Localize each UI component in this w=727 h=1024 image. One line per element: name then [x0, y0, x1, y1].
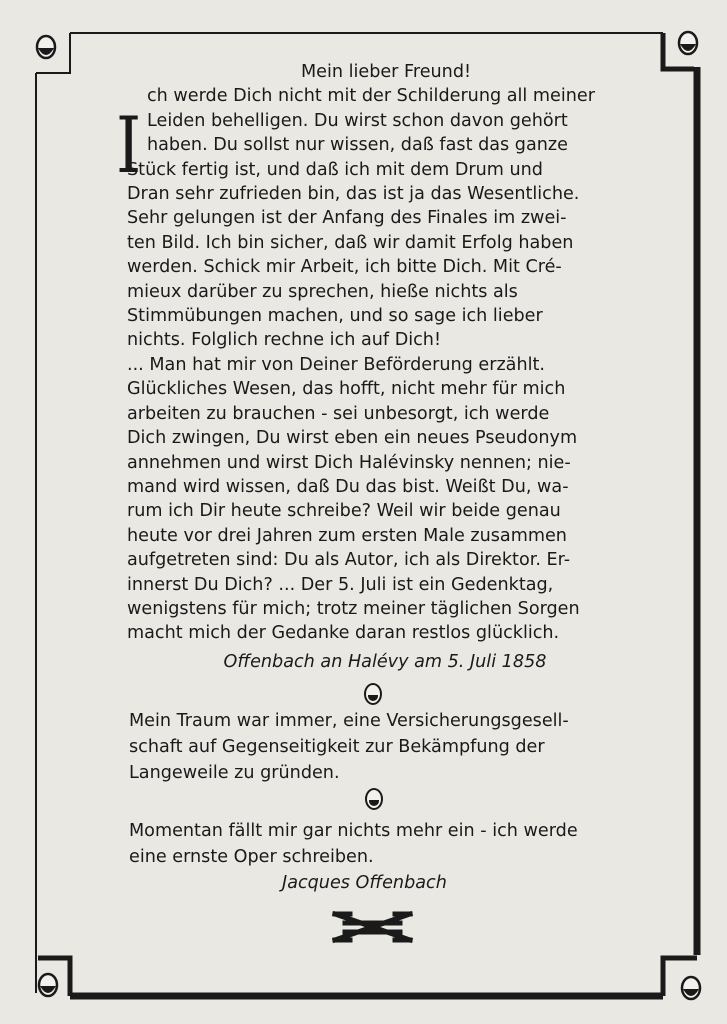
- letter-line: nichts. Folglich rechne ich auf Dich!: [127, 330, 442, 351]
- letter-line: macht mich der Gedanke daran restlos glücklich.: [127, 623, 560, 644]
- letter-line: haben. Du sollst nur wissen, daß fast das ganze: [147, 135, 568, 156]
- letter-line: werden. Schick mir Arbeit, ich bitte Dich. Mit Cré-: [127, 257, 562, 278]
- letter-line: ten Bild. Ich bin sicher, daß wir damit Erfolg haben: [127, 232, 574, 253]
- quote-signature: Jacques Offenbach: [282, 873, 447, 893]
- corner-ornament-top-left: [37, 36, 55, 58]
- letter-body: [116, 84, 637, 645]
- quote-line: eine ernste Oper schreiben.: [129, 847, 374, 867]
- quote-line: Langeweile zu gründen.: [129, 763, 340, 783]
- letter-line: mieux darüber zu sprechen, hieße nichts als: [127, 281, 518, 302]
- letter-line: Glückliches Wesen, das hofft, nicht mehr für mich: [127, 379, 566, 400]
- letter-line: Sehr gelungen ist der Anfang des Finales im zwei-: [127, 208, 567, 229]
- letter-line: ... Man hat mir von Deiner Beförderung erzählt.: [127, 354, 545, 375]
- drop-cap: I: [116, 101, 142, 192]
- letter-line: Stimmübungen machen, und so sage ich lieber: [127, 306, 543, 327]
- letter-line: Dich zwingen, Du wirst eben ein neues Pseudonym: [127, 428, 578, 449]
- separator-ornament-icon: [364, 683, 382, 705]
- letter-line: Dran sehr zufrieden bin, das ist ja das Wesentliche.: [127, 184, 580, 205]
- letter-line: wenigstens für mich; trotz meiner täglichen Sorgen: [127, 598, 580, 619]
- letter-line: rum ich Dir heute schreibe? Weil wir beide genau: [127, 501, 561, 522]
- quote-line: Mein Traum war immer, eine Versicherungsgesell-: [129, 711, 569, 731]
- quote-2: [129, 818, 639, 896]
- letter-line: innerst Du Dich? ... Der 5. Juli ist ein Gedenktag,: [127, 574, 554, 595]
- letter-line: mand wird wissen, daß Du das bist. Weißt Du, wa-: [127, 476, 569, 497]
- knot-ornament-icon: [335, 914, 410, 940]
- letter-line: arbeiten zu brauchen - sei unbesorgt, ich werde: [127, 403, 550, 424]
- corner-ornament-bottom-right: [682, 977, 700, 999]
- corner-ornament-bottom-left: [39, 974, 57, 996]
- quote-line: Momentan fällt mir gar nichts mehr ein - ich werde: [129, 821, 578, 841]
- letter-line: Leiden behelligen. Du wirst schon davon gehört: [147, 110, 568, 131]
- separator-ornament-icon: [365, 788, 383, 810]
- letter-signature: Offenbach an Halévy am 5. Juli 1858: [223, 651, 547, 672]
- letter-line: annehmen und wirst Dich Halévinsky nennen; nie-: [127, 452, 571, 473]
- letter-line: ch werde Dich nicht mit der Schilderung all meiner: [147, 86, 595, 107]
- letter-line: heute vor drei Jahren zum ersten Male zusammen: [127, 525, 567, 546]
- letter-line: aufgetreten sind: Du als Autor, ich als Direktor. Er-: [127, 550, 571, 571]
- corner-ornament-top-right: [679, 32, 697, 54]
- quote-1: [129, 708, 639, 786]
- letter-text: [116, 60, 637, 674]
- letter-line: Stück fertig ist, und daß ich mit dem Drum und: [127, 159, 543, 180]
- quote-line: schaft auf Gegenseitigkeit zur Bekämpfung der: [129, 737, 545, 757]
- letter-greeting: Mein lieber Freund!: [300, 62, 472, 82]
